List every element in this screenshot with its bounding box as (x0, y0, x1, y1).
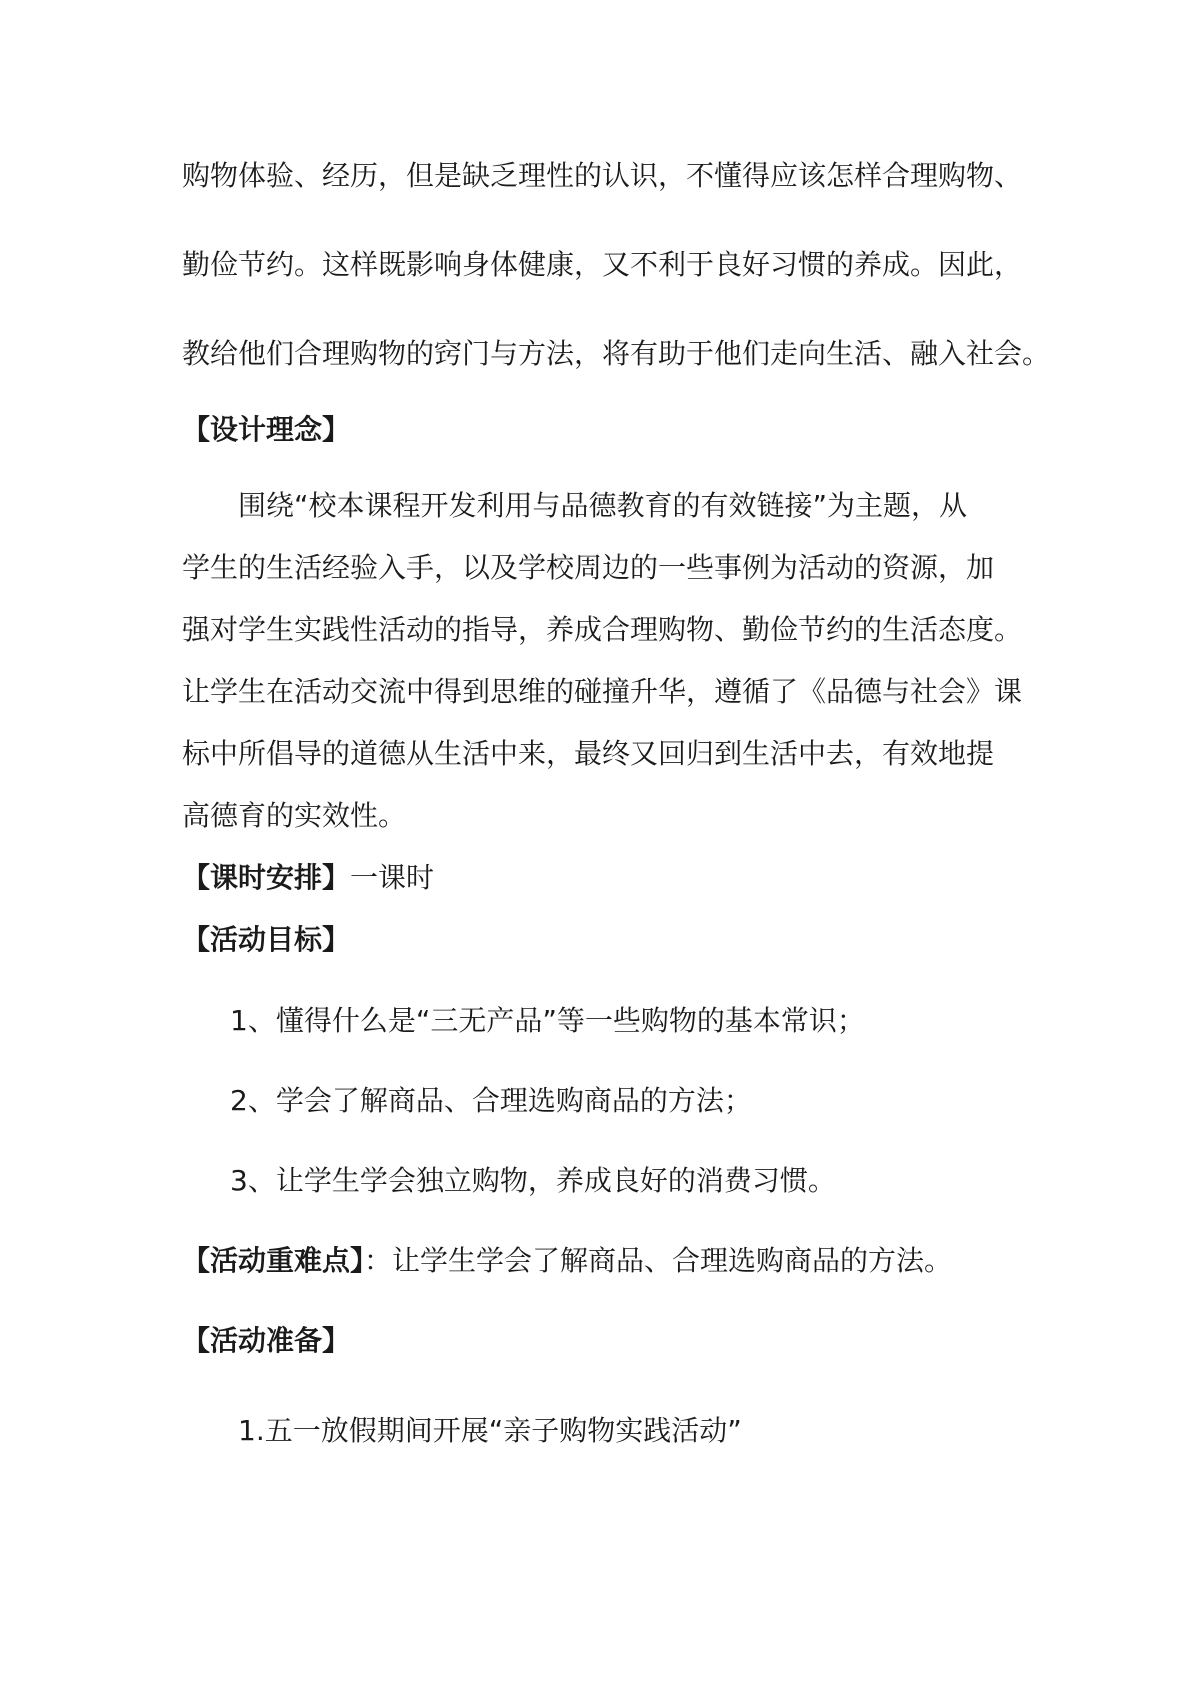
goal-item-1: 1、懂得什么是“三无产品”等一些购物的基本常识； (230, 1004, 865, 1037)
design-line-3: 强对学生实践性活动的指导，养成合理购物、勤俭节约的生活态度。 (182, 613, 1023, 646)
goal-item-3: 3、让学生学会独立购物，养成良好的消费习惯。 (230, 1164, 836, 1197)
design-line-1: 围绕“校本课程开发利用与品德教育的有效链接”为主题，从 (238, 489, 968, 522)
intro-line-1: 购物体验、经历，但是缺乏理性的认识，不懂得应该怎样合理购物、 (182, 159, 1023, 192)
intro-line-2: 勤俭节约。这样既影响身体健康，又不利于良好习惯的养成。因此， (182, 248, 1023, 281)
intro-line-3: 教给他们合理购物的窍门与方法，将有助于他们走向生活、融入社会。 (182, 337, 1051, 370)
goal-item-2: 2、学会了解商品、合理选购商品的方法； (230, 1084, 752, 1117)
goals-heading: 【活动目标】 (182, 923, 351, 956)
prep-heading: 【活动准备】 (182, 1324, 351, 1357)
schedule-line (182, 860, 434, 896)
keypoint-line (182, 1243, 952, 1279)
design-line-6: 高德育的实效性。 (182, 799, 407, 832)
schedule-heading: 【课时安排】 (182, 861, 351, 894)
design-heading: 【设计理念】 (182, 413, 351, 446)
schedule-value: 一课时 (350, 861, 435, 894)
keypoint-heading: 【活动重难点】 (182, 1244, 365, 1277)
design-line-2: 学生的生活经验入手，以及学校周边的一些事例为活动的资源，加 (182, 551, 995, 584)
design-line-4: 让学生在活动交流中得到思维的碰撞升华，遵循了《品德与社会》课 (182, 675, 1023, 708)
prep-item-1: 1.五一放假期间开展“亲子购物实践活动” (238, 1414, 742, 1447)
keypoint-value: ：让学生学会了解商品、合理选购商品的方法。 (364, 1244, 953, 1277)
design-line-5: 标中所倡导的道德从生活中来，最终又回归到生活中去，有效地提 (182, 737, 995, 770)
